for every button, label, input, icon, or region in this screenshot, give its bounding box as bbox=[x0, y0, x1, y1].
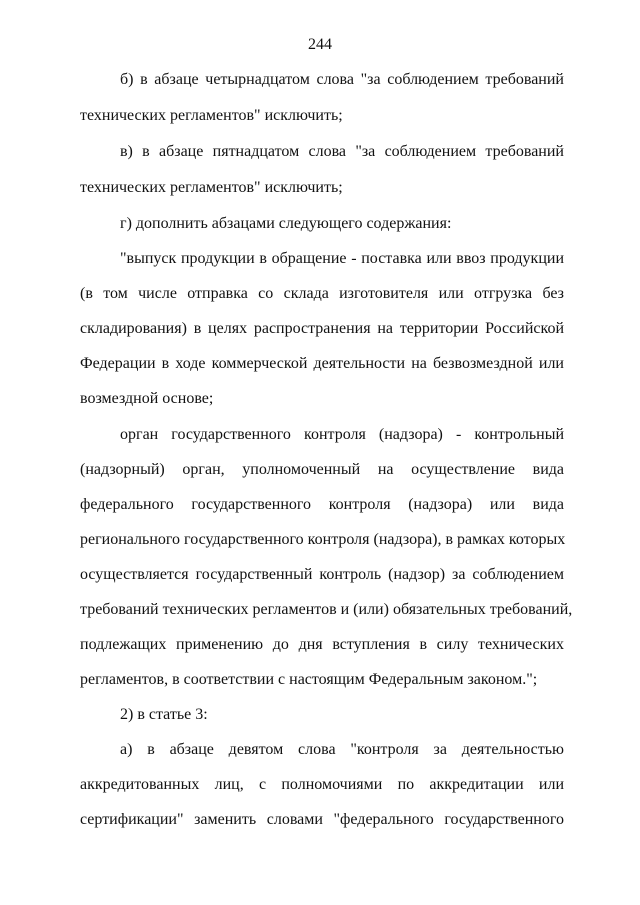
text-line: "выпуск продукции в обращение - поставка или ввоз продукции bbox=[120, 250, 564, 267]
text-line: федерального государственного контроля (надзора) или вида bbox=[80, 496, 564, 513]
text-line: осуществляется государственный контроль (надзор) за соблюдением bbox=[80, 566, 564, 583]
page-number: 244 bbox=[308, 36, 332, 53]
text-line: г) дополнить абзацами следующего содержания: bbox=[120, 215, 452, 232]
text-line: регионального государственного контроля (надзора), в рамках которых bbox=[80, 531, 566, 548]
text-line: аккредитованных лиц, с полномочиями по аккредитации или bbox=[80, 776, 564, 793]
text-line: а) в абзаце девятом слова "контроля за деятельностью bbox=[120, 741, 564, 758]
text-line: регламентов, в соответствии с настоящим Федеральным законом."; bbox=[80, 671, 538, 688]
text-line: 2) в статье 3: bbox=[120, 706, 208, 723]
text-line: в) в абзаце пятнадцатом слова "за соблюдением требований bbox=[120, 143, 564, 160]
text-line: складирования) в целях распространения на территории Российской bbox=[80, 320, 564, 337]
text-line: б) в абзаце четырнадцатом слова "за соблюдением требований bbox=[120, 71, 564, 88]
text-line: технических регламентов" исключить; bbox=[80, 179, 343, 196]
text-line: возмездной основе; bbox=[80, 390, 214, 407]
text-line: подлежащих применению до дня вступления в силу технических bbox=[80, 636, 564, 653]
text-line: (надзорный) орган, уполномоченный на осуществление вида bbox=[80, 461, 564, 478]
text-line: требований технических регламентов и (или) обязательных требований, bbox=[80, 601, 573, 618]
text-line: орган государственного контроля (надзора) - контрольный bbox=[120, 426, 564, 443]
text-line: (в том числе отправка со склада изготовителя или отгрузка без bbox=[80, 285, 564, 302]
text-line: Федерации в ходе коммерческой деятельности на безвозмездной или bbox=[80, 355, 564, 372]
text-line: технических регламентов" исключить; bbox=[80, 107, 343, 124]
text-line: сертификации" заменить словами "федерального государственного bbox=[80, 811, 564, 828]
